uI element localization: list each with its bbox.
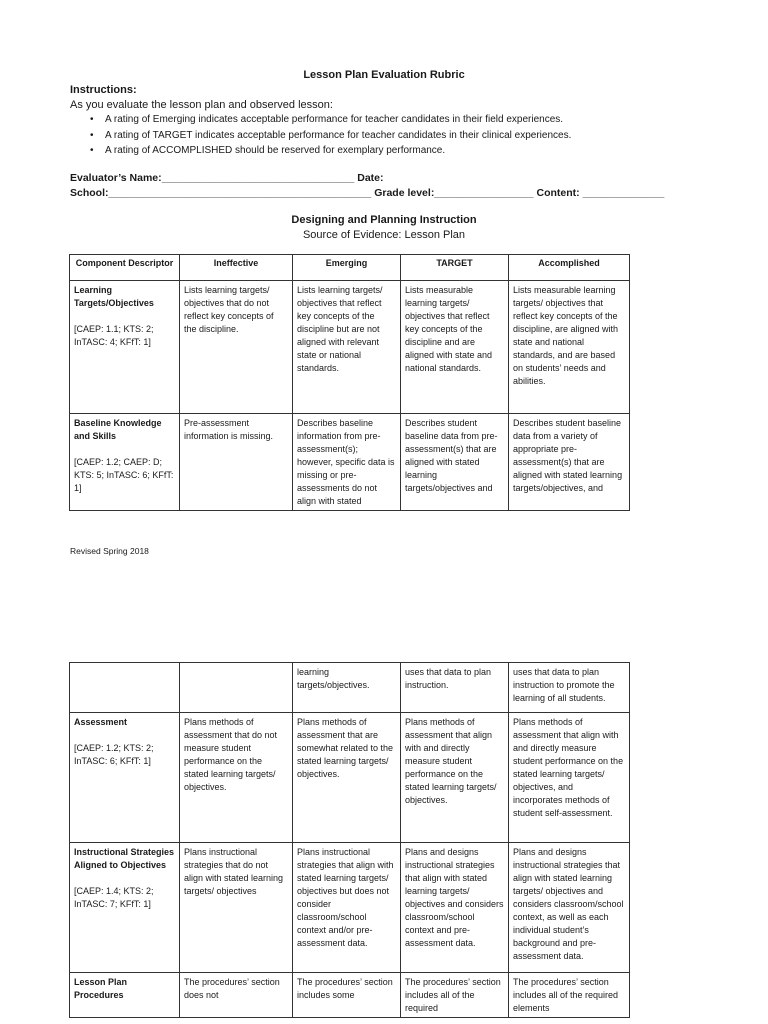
emerging-cell: Describes baseline information from pre-assessment(s); however, specific data is missing or pre-assessments do not align with stated	[293, 414, 401, 511]
instructions-intro: As you evaluate the lesson plan and observed lesson:	[70, 99, 333, 111]
ineffective-cell: Pre-assessment information is missing.	[180, 414, 293, 511]
table-row	[70, 281, 630, 414]
emerging-cell: learning targets/objectives.	[293, 663, 401, 713]
ineffective-cell: Plans instructional strategies that do not align with stated learning targets/ objectives	[180, 843, 293, 973]
list-item: • A rating of TARGET indicates acceptable performance for teacher candidates in their clinical experiences.	[90, 128, 571, 144]
header-ineffective: Ineffective	[180, 255, 293, 281]
table-row	[70, 973, 630, 1018]
list-item: • A rating of Emerging indicates acceptable performance for teacher candidates in their field experiences.	[90, 112, 571, 128]
revision-footer: Revised Spring 2018	[70, 546, 149, 556]
list-item: • A rating of ACCOMPLISHED should be reserved for exemplary performance.	[90, 143, 571, 159]
bullet-icon: •	[90, 114, 94, 125]
ineffective-cell: Lists learning targets/ objectives that do not reflect key concepts of the discipline.	[180, 281, 293, 414]
header-target: TARGET	[401, 255, 509, 281]
accomplished-cell: The procedures’ section includes all of the required elements	[509, 973, 630, 1018]
target-cell: Plans methods of assessment that align with and directly measure student performance on the stated learning targets/ objectives.	[401, 713, 509, 843]
rubric-table-page1	[69, 254, 630, 511]
instructions-heading: Instructions:	[70, 84, 137, 96]
section-subtitle: Source of Evidence: Lesson Plan	[302, 229, 466, 241]
component-cell: Assessment [CAEP: 1.2; KTS: 2; InTASC: 6; KFfT: 1]	[70, 713, 180, 843]
table-row	[70, 663, 630, 713]
table-row	[70, 713, 630, 843]
emerging-cell: Plans instructional strategies that align with stated learning targets/ objectives but does not consider classroom/school context and/or pre-assessment data.	[293, 843, 401, 973]
bullet-icon: •	[90, 129, 94, 141]
section-title: Designing and Planning Instruction	[291, 214, 477, 226]
header-accomplished: Accomplished	[509, 255, 630, 281]
accomplished-cell: Lists measurable learning targets/ objectives that reflect key concepts of the discipline, are aligned with state and national standards, and are based on students’ needs and abilities.	[509, 281, 630, 414]
bullet-icon: •	[90, 145, 94, 156]
table-row	[70, 414, 630, 511]
component-cell: Lesson Plan Procedures	[70, 973, 180, 1018]
target-cell: The procedures’ section includes all of the required	[401, 973, 509, 1018]
header-emerging: Emerging	[293, 255, 401, 281]
accomplished-cell: Describes student baseline data from a variety of appropriate pre-assessment(s) that are aligned with stated learning targets/objectives, and	[509, 414, 630, 511]
component-cell: Learning Targets/Objectives [CAEP: 1.1; KTS: 2; InTASC: 4; KFfT: 1]	[70, 281, 180, 414]
accomplished-cell: Plans and designs instructional strategies that align with stated learning targets/ objectives and considers classroom/school context, as well as each individual student’s background and pre-assessment data.	[509, 843, 630, 973]
ineffective-cell: Plans methods of assessment that do not measure student performance on the stated learning targets/ objectives.	[180, 713, 293, 843]
target-cell: Plans and designs instructional strategies that align with stated learning targets/ objectives and considers classroom/school context and pre-assessment data.	[401, 843, 509, 973]
component-cell: Instructional Strategies Aligned to Objectives [CAEP: 1.4; KTS: 2; InTASC: 7; KFfT: 1]	[70, 843, 180, 973]
instructions-list	[90, 112, 571, 159]
page-title: Lesson Plan Evaluation Rubric	[303, 69, 465, 81]
emerging-cell: Lists learning targets/ objectives that reflect key concepts of the discipline but are not aligned with relevant state or national standards.	[293, 281, 401, 414]
accomplished-cell: uses that data to plan instruction to promote the learning of all students.	[509, 663, 630, 713]
component-cell	[70, 663, 180, 713]
ineffective-cell: The procedures’ section does not	[180, 973, 293, 1018]
target-cell: Lists measurable learning targets/ objectives that reflect key concepts of the discipline and are aligned with state and national standards.	[401, 281, 509, 414]
rubric-table-page2	[69, 662, 630, 1018]
emerging-cell: The procedures’ section includes some	[293, 973, 401, 1018]
header-component: Component Descriptor	[70, 255, 180, 281]
school-grade-content-line: School:_____________________________________________ Grade level:_________________ Content: ______________	[70, 187, 665, 199]
target-cell: uses that data to plan instruction.	[401, 663, 509, 713]
target-cell: Describes student baseline data from pre-assessment(s) that are aligned with stated learning targets/objectives and	[401, 414, 509, 511]
table-header-row	[70, 255, 630, 281]
accomplished-cell: Plans methods of assessment that align with and directly measure student performance on the stated learning targets/ objectives, and incorporates methods of student self-assessment.	[509, 713, 630, 843]
table-row	[70, 843, 630, 973]
ineffective-cell	[180, 663, 293, 713]
emerging-cell: Plans methods of assessment that are somewhat related to the stated learning targets/ objectives.	[293, 713, 401, 843]
component-cell: Baseline Knowledge and Skills [CAEP: 1.2; CAEP: D; KTS: 5; InTASC: 6; KFfT: 1]	[70, 414, 180, 511]
evaluator-date-line: Evaluator’s Name:_________________________________ Date:	[70, 172, 384, 184]
